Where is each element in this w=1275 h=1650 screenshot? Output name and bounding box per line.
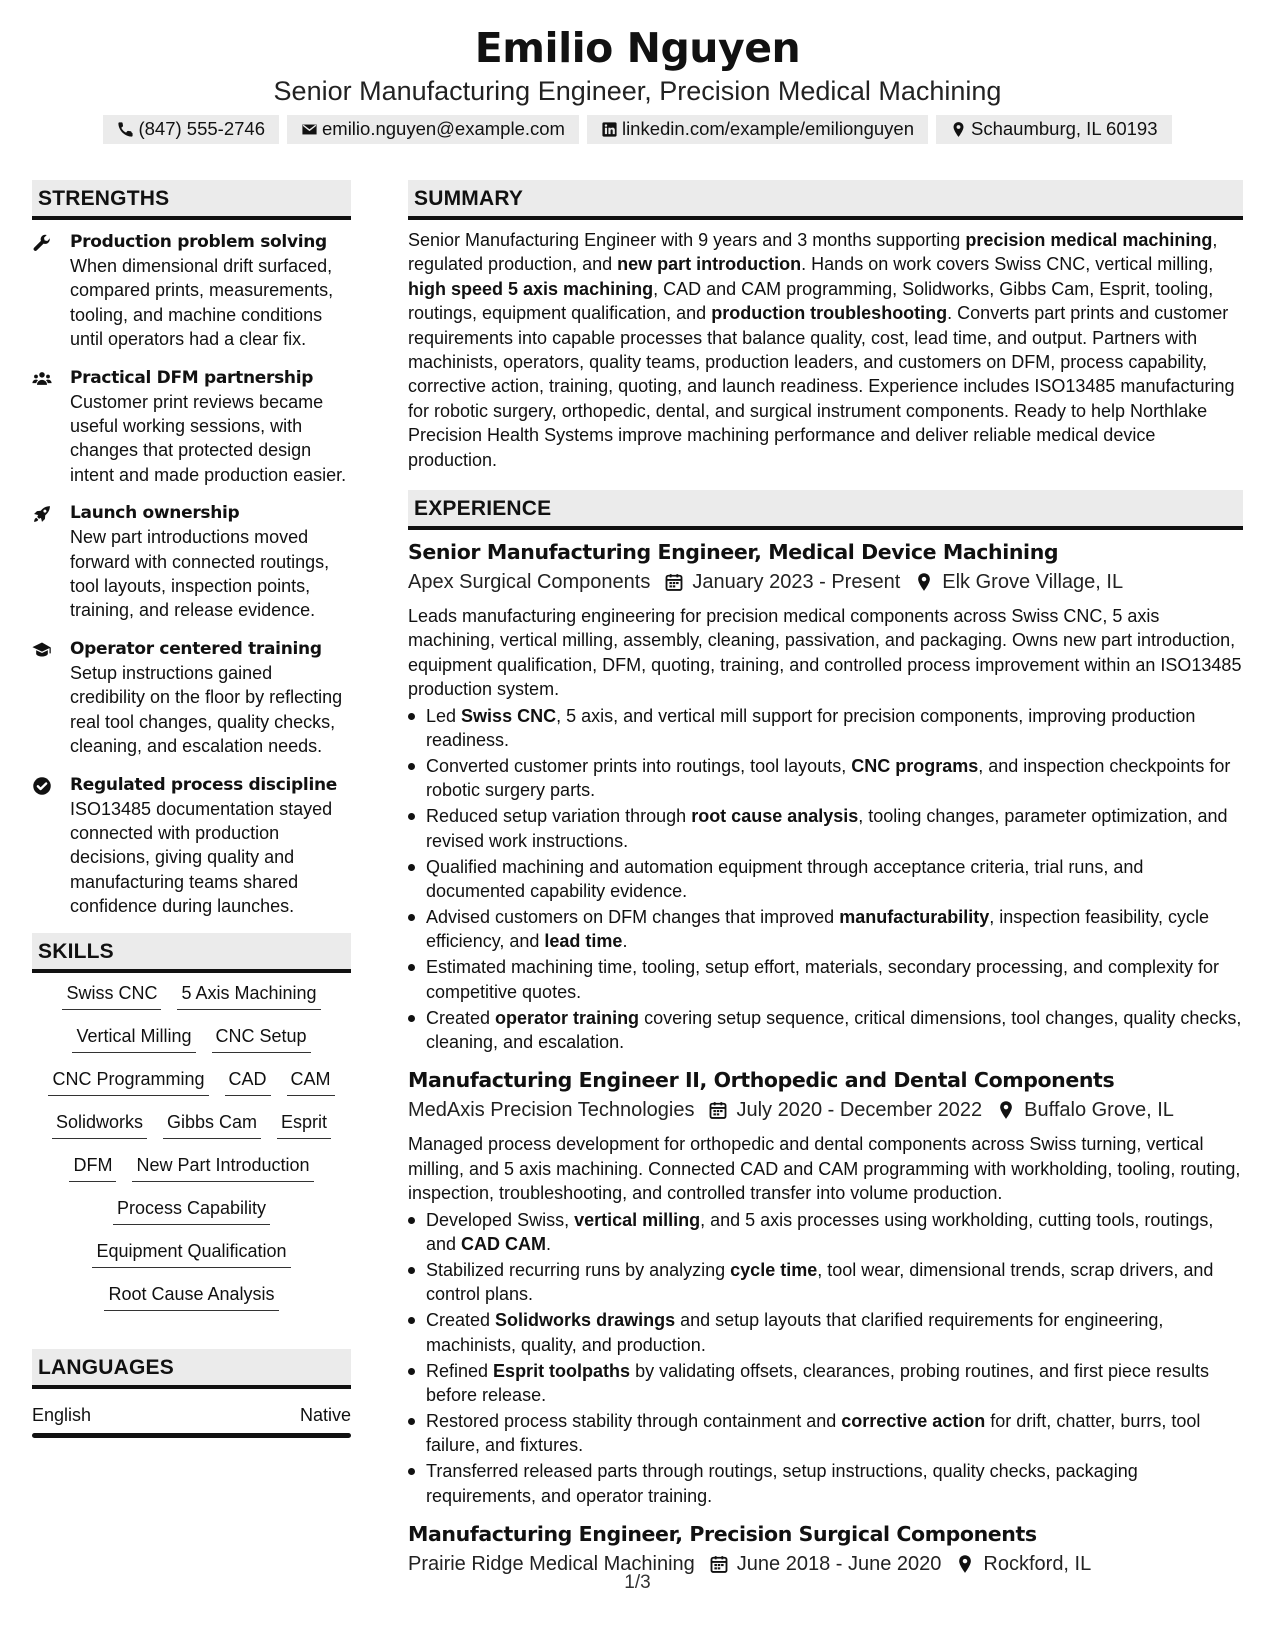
job-bullet: Transferred released parts through routings, setup instructions, quality checks, packaging requirements, and operator training. — [408, 1459, 1243, 1508]
job-bullet: Qualified machining and automation equipment through acceptance criteria, trial runs, and documented capability evidence. — [408, 855, 1243, 904]
job-entry — [408, 1520, 1243, 1578]
strength-item — [32, 230, 351, 352]
skill-tag: CNC Programming — [48, 1067, 208, 1096]
skill-tag: Swiss CNC — [62, 981, 161, 1010]
map-pin-icon — [996, 1100, 1016, 1120]
strength-title: Operator centered training — [70, 638, 322, 659]
job-meta — [408, 1096, 1243, 1124]
contact-location — [936, 115, 1172, 144]
skills-row — [42, 1067, 341, 1096]
email-text: emilio.nguyen@example.com — [322, 118, 565, 139]
job-bullet: Created operator training covering setup sequence, critical dimensions, tool changes, quality checks, cleaning, and escalation. — [408, 1006, 1243, 1055]
summary-text: Senior Manufacturing Engineer with 9 years and 3 months supporting precision medical machining, regulated production, and new part introduction. Hands on work covers Swiss CNC, vertical milling, high speed 5 axis machining, CAD and CAM programming, Solidworks, Gibbs Cam, Esprit, tooling, routings, equipment qualification, and production troubleshooting. Converts part prints and customer requirements into capable processes that balance quality, cost, lead time, and output. Partners with machinists, operators, quality teams, production leaders, and customers on DFM, process capability, corrective action, training, quoting, and launch readiness. Experience includes ISO13485 manufacturing for robotic surgery, orthopedic, dental, and surgical instrument components. Ready to help Northlake Precision Health Systems improve machining performance and deliver reliable medical device production. — [408, 230, 1235, 470]
location-text: Schaumburg, IL 60193 — [971, 118, 1158, 139]
job-bullets — [408, 1208, 1243, 1508]
map-pin-icon — [955, 1554, 975, 1574]
strength-item — [32, 637, 351, 759]
strength-title: Regulated process discipline — [70, 774, 338, 795]
left-column — [32, 180, 351, 1438]
language-level: Native — [299, 1404, 351, 1425]
job-location: Buffalo Grove, IL — [1024, 1099, 1174, 1122]
strength-title: Practical DFM partnership — [70, 367, 314, 388]
strength-desc: ISO13485 documentation stayed connected with production decisions, giving quality and manufacturing teams shared confidence during launches. — [70, 798, 333, 917]
wrench-icon — [32, 233, 52, 253]
calendar-icon — [664, 572, 684, 592]
language-name: English — [32, 1404, 92, 1425]
candidate-title: Senior Manufacturing Engineer, Precision Medical Machining — [273, 76, 1002, 106]
job-bullet: Stabilized recurring runs by analyzing cycle time, tool wear, dimensional trends, scrap drivers, and control plans. — [408, 1258, 1243, 1307]
skills-row — [42, 981, 341, 1010]
skill-tag: Esprit — [277, 1110, 331, 1139]
job-location: Rockford, IL — [983, 1552, 1092, 1575]
skills-row — [42, 1110, 341, 1139]
strength-title: Launch ownership — [70, 503, 240, 524]
job-company: Apex Surgical Components — [408, 571, 651, 594]
job-bullet: Developed Swiss, vertical milling, and 5 axis processes using workholding, cutting tools, routings, and CAD CAM. — [408, 1208, 1243, 1257]
job-meta — [408, 568, 1243, 596]
skill-tag: Gibbs Cam — [163, 1110, 261, 1139]
job-dates: January 2023 - Present — [692, 571, 901, 594]
job-entry — [408, 538, 1243, 1054]
experience-list — [408, 538, 1243, 1578]
job-company: MedAxis Precision Technologies — [408, 1099, 695, 1122]
job-bullet: Restored process stability through containment and corrective action for drift, chatter, burrs, tool failure, and fixtures. — [408, 1409, 1243, 1458]
skill-tag: New Part Introduction — [132, 1153, 313, 1182]
job-bullet: Reduced setup variation through root cause analysis, tooling changes, parameter optimization, and revised work instructions. — [408, 804, 1243, 853]
strength-item — [32, 773, 351, 919]
skill-tag: CNC Setup — [212, 1024, 311, 1053]
strength-desc: Setup instructions gained credibility on the floor by reflecting real tool changes, quality checks, cleaning, and escalation needs. — [70, 662, 343, 757]
skill-tag: Equipment Qualification — [92, 1239, 290, 1268]
strengths-list — [32, 230, 351, 919]
job-bullets — [408, 704, 1243, 1055]
skill-tag: CAM — [287, 1067, 335, 1096]
summary-heading: SUMMARY — [408, 180, 1243, 220]
candidate-name: Emilio Nguyen — [474, 24, 801, 72]
strength-desc: Customer print reviews became useful working sessions, with changes that protected design intent and made production easier. — [70, 391, 347, 485]
strength-item — [32, 366, 351, 488]
job-bullet: Estimated machining time, tooling, setup effort, materials, secondary processing, and complexity for competitive quotes. — [408, 955, 1243, 1004]
strength-desc: When dimensional drift surfaced, compared prints, measurements, tooling, and machine conditions until operators had a clear fix. — [70, 256, 334, 350]
skill-tag: Root Cause Analysis — [104, 1282, 278, 1311]
skills-list — [32, 973, 351, 1311]
skill-tag: 5 Axis Machining — [177, 981, 320, 1010]
contact-linkedin[interactable] — [587, 115, 928, 144]
job-bullet: Created Solidworks drawings and setup layouts that clarified requirements for engineering, machinists, quality, and production. — [408, 1308, 1243, 1357]
language-item — [32, 1403, 351, 1433]
skill-tag: Process Capability — [113, 1196, 270, 1225]
skill-tag: Vertical Milling — [72, 1024, 195, 1053]
calendar-icon — [709, 1554, 729, 1574]
phone-icon — [117, 121, 134, 138]
language-proficiency-bar — [32, 1433, 351, 1438]
job-dates: June 2018 - June 2020 — [736, 1552, 942, 1575]
job-bullet: Refined Esprit toolpaths by validating offsets, clearances, probing routines, and first piece results before release. — [408, 1359, 1243, 1408]
skills-row — [42, 1024, 341, 1053]
calendar-icon — [708, 1100, 728, 1120]
contact-bar — [0, 115, 1275, 144]
envelope-icon — [301, 121, 318, 138]
resume-header — [0, 0, 1275, 144]
job-location: Elk Grove Village, IL — [942, 571, 1124, 594]
linkedin-icon — [601, 121, 618, 138]
right-column — [408, 180, 1243, 1578]
phone-text: (847) 555-2746 — [138, 118, 265, 139]
rocket-icon — [32, 504, 52, 524]
map-pin-icon — [950, 121, 967, 138]
skill-tag: CAD — [225, 1067, 271, 1096]
job-title: Manufacturing Engineer, Precision Surgical Components — [408, 1521, 1037, 1546]
check-circle-icon — [32, 776, 52, 796]
graduation-cap-icon — [32, 640, 52, 660]
job-title: Senior Manufacturing Engineer, Medical Device Machining — [408, 540, 1059, 565]
job-description: Leads manufacturing engineering for precision medical components across Swiss CNC, 5 axis machining, vertical milling, assembly, cleaning, passivation, and packaging. Owns new part introduction, equipment qualification, DFM, quoting, training, and controlled process improvement within an ISO13485 production system. — [408, 606, 1242, 700]
skills-heading: SKILLS — [32, 933, 351, 973]
page-number: 1/3 — [624, 1572, 651, 1593]
job-dates: July 2020 - December 2022 — [736, 1099, 983, 1122]
job-description: Managed process development for orthopedic and dental components across Swiss turning, vertical milling, and 5 axis machining. Connected CAD and CAM programming with workholding, tooling, routing, inspection, troubleshooting, and controlled transfer into volume production. — [408, 1134, 1241, 1204]
skills-row — [42, 1196, 341, 1225]
skills-row — [42, 1282, 341, 1311]
linkedin-text: linkedin.com/example/emilionguyen — [621, 118, 914, 139]
skills-row — [42, 1153, 341, 1182]
job-entry — [408, 1066, 1243, 1508]
map-pin-icon — [914, 572, 934, 592]
job-company: Prairie Ridge Medical Machining — [408, 1552, 695, 1575]
strength-desc: New part introductions moved forward with connected routings, tool layouts, inspection points, training, and release evidence. — [70, 527, 330, 621]
job-bullet: Led Swiss CNC, 5 axis, and vertical mill support for precision components, improving production readiness. — [408, 704, 1243, 753]
skills-row — [42, 1239, 341, 1268]
skill-tag: Solidworks — [52, 1110, 147, 1139]
contact-email[interactable] — [287, 115, 579, 144]
job-bullet: Advised customers on DFM changes that improved manufacturability, inspection feasibility, cycle efficiency, and lead time. — [408, 905, 1243, 954]
skill-tag: DFM — [69, 1153, 116, 1182]
contact-phone[interactable] — [103, 115, 279, 144]
strengths-heading: STRENGTHS — [32, 180, 351, 220]
strength-title: Production problem solving — [70, 232, 327, 252]
languages-heading: LANGUAGES — [32, 1349, 351, 1389]
job-title: Manufacturing Engineer II, Orthopedic and Dental Components — [408, 1068, 1115, 1093]
job-bullet: Converted customer prints into routings, tool layouts, CNC programs, and inspection checkpoints for robotic surgery parts. — [408, 754, 1243, 803]
strength-item — [32, 501, 351, 623]
experience-heading: EXPERIENCE — [408, 490, 1243, 530]
users-icon — [32, 369, 52, 389]
